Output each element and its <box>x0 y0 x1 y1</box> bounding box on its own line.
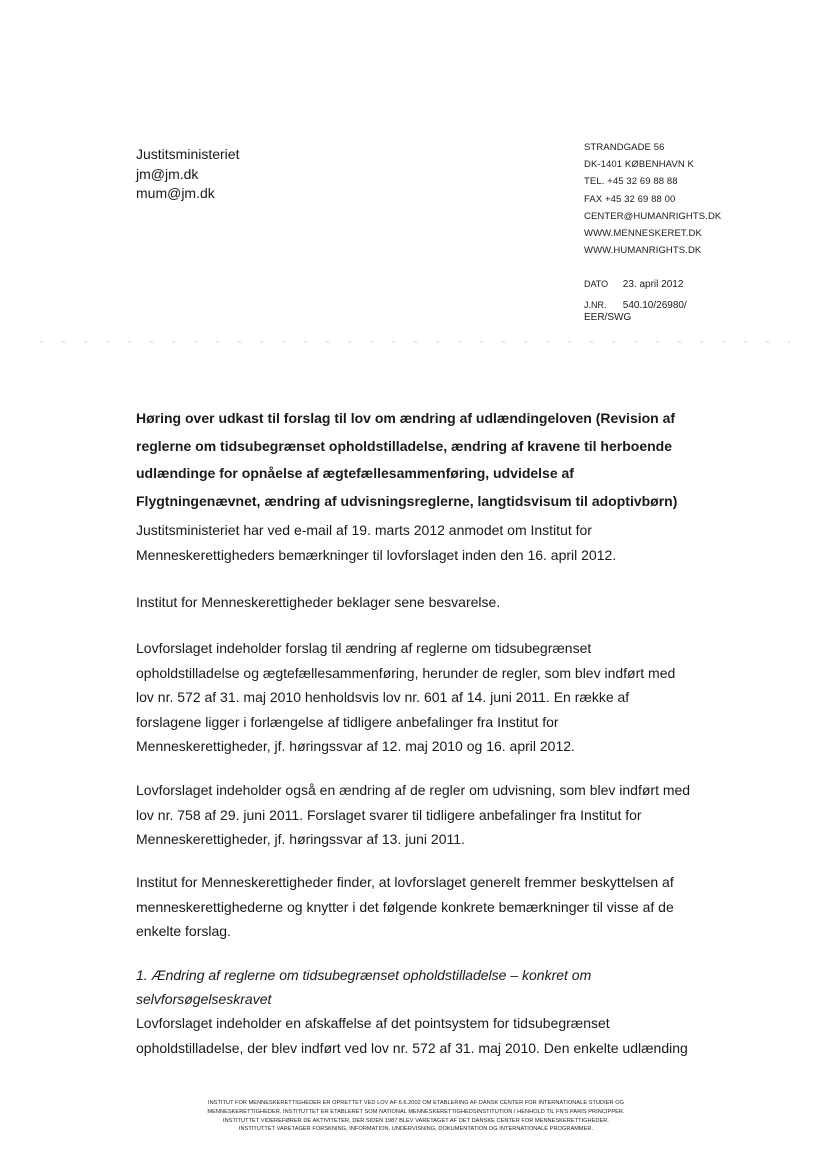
jnr-value: 540.10/26980/ <box>622 300 687 311</box>
section-heading-line: selvforsøgelseskravet <box>136 991 272 1007</box>
sender-tel: TEL. +45 32 69 88 88 <box>584 176 678 188</box>
recipient-address <box>136 145 239 204</box>
paragraph-line: opholdstilladelse og ægtefællesammenføring, herunder de regler, som blev indført med <box>136 664 676 681</box>
scan-artifact-line <box>40 341 790 343</box>
recipient-email-1[interactable]: jm@jm.dk <box>136 165 199 182</box>
letter-meta <box>584 276 687 324</box>
paragraph-line: Lovforslaget indeholder også en ændring af de regler om udvisning, som blev indført med <box>136 782 691 798</box>
paragraph-line: forslagene ligger i forlængelse af tidligere anbefalinger fra Institut for <box>136 713 559 730</box>
section-body-line: opholdstilladelse, der blev indført ved lov nr. 572 af 31. maj 2010. Den enkelte udlænding <box>136 1039 688 1056</box>
paragraph-line: enkelte forslag. <box>136 923 231 939</box>
footer-line: INSTITUT FOR MENNESKERETTIGHEDER ER OPRETTET VED LOV AF 6.6.2002 OM ETABLERING AF DANSK CENTER FOR INTERNATIONALE STUDIER OG <box>207 1100 625 1106</box>
sender-fax: FAX +45 32 69 88 00 <box>584 193 676 205</box>
recipient-name: Justitsministeriet <box>136 146 240 162</box>
sender-letterhead <box>584 139 721 259</box>
footer-line: INSTITUTTET VARETAGER FORSKNING, INFORMATION, UNDERVISNING, DOKUMENTATION OG INTERNATIONALE PROGRAMMER. <box>238 1126 594 1133</box>
sender-email[interactable]: CENTER@HUMANRIGHTS.DK <box>584 210 722 222</box>
title-line: reglerne om tidsubegrænset opholdstilladelse, ændring af kravene til herboende <box>136 437 672 454</box>
date-row <box>584 276 687 293</box>
title-line: Høring over udkast til forslag til lov om ændring af udlændingeloven (Revision af <box>136 410 676 426</box>
paragraph-5 <box>136 870 696 944</box>
sender-web-1[interactable]: WWW.MENNESKERET.DK <box>584 228 702 240</box>
paragraph-line: menneskerettighederne og knytter i det følgende konkrete bemærkninger til visse af de <box>136 898 674 915</box>
date-label: DATO <box>584 279 609 289</box>
date-value: 23. april 2012 <box>622 279 684 290</box>
jnr-row <box>584 299 687 324</box>
sender-city: DK-1401 KØBENHAVN K <box>584 159 694 171</box>
page-footer <box>120 1099 712 1134</box>
jnr-continuation: EER/SWG <box>584 312 632 323</box>
footer-line: MENNESKERETTIGHEDER. INSTITUTTET ER ETABLERET SOM NATIONAL MENNESKERETTIGHEDSINSTITUTION I HENHOLD TIL FN'S PARIS PRINCIPPER. <box>207 1108 625 1115</box>
paragraph-line: Justitsministeriet har ved e-mail af 19. marts 2012 anmodet om Institut for <box>136 522 592 538</box>
sender-web-2[interactable]: WWW.HUMANRIGHTS.DK <box>584 245 702 257</box>
paragraph-line: lov nr. 572 af 31. maj 2010 henholdsvis lov nr. 601 af 14. juni 2011. En række af <box>136 689 630 705</box>
section-body-line: Lovforslaget indeholder en afskaffelse af det pointsystem for tidsubegrænset <box>136 1015 610 1031</box>
paragraph-line: Institut for Menneskerettigheder beklager sene besvarelse. <box>136 594 501 610</box>
paragraph-line: Menneskerettigheders bemærkninger til lovforslaget inden den 16. april 2012. <box>136 546 617 563</box>
paragraph-line: lov nr. 758 af 29. juni 2011. Forslaget svarer til tidligere anbefalinger fra Institut for <box>136 806 642 823</box>
sender-street: STRANDGADE 56 <box>584 142 665 153</box>
paragraph-1 <box>136 518 696 567</box>
section-heading-line: 1. Ændring af reglerne om tidsubegrænset opholdstilladelse – konkret om <box>136 967 592 983</box>
title-line: Flygtningenævnet, ændring af udvisningsreglerne, langtidsvisum til adoptivbørn) <box>136 492 678 509</box>
jnr-label: J.NR. <box>584 300 607 310</box>
paragraph-line: Menneskerettigheder, jf. høringssvar af 12. maj 2010 og 16. april 2012. <box>136 738 575 754</box>
paragraph-2 <box>136 590 696 615</box>
title-line: udlændinge for opnåelse af ægtefællesammenføring, udvidelse af <box>136 465 574 481</box>
recipient-email-2[interactable]: mum@jm.dk <box>136 185 215 201</box>
section-1 <box>136 963 696 1060</box>
paragraph-line: Menneskerettigheder, jf. høringssvar af 13. juni 2011. <box>136 831 465 847</box>
document-title <box>136 405 696 515</box>
paragraph-line: Lovforslaget indeholder forslag til ændring af reglerne om tidsubegrænset <box>136 640 592 656</box>
paragraph-3 <box>136 636 696 759</box>
paragraph-line: Institut for Menneskerettigheder finder, at lovforslaget generelt fremmer beskyttelsen af <box>136 874 674 890</box>
footer-line: INSTITUTTET VIDEREFØRER DE AKTIVITETER, DER SIDEN 1987 BLEV VARETAGET AF DET DANSKE CENTER FOR MENNESKERETTIGHEDER. <box>223 1117 609 1124</box>
paragraph-4 <box>136 778 696 852</box>
